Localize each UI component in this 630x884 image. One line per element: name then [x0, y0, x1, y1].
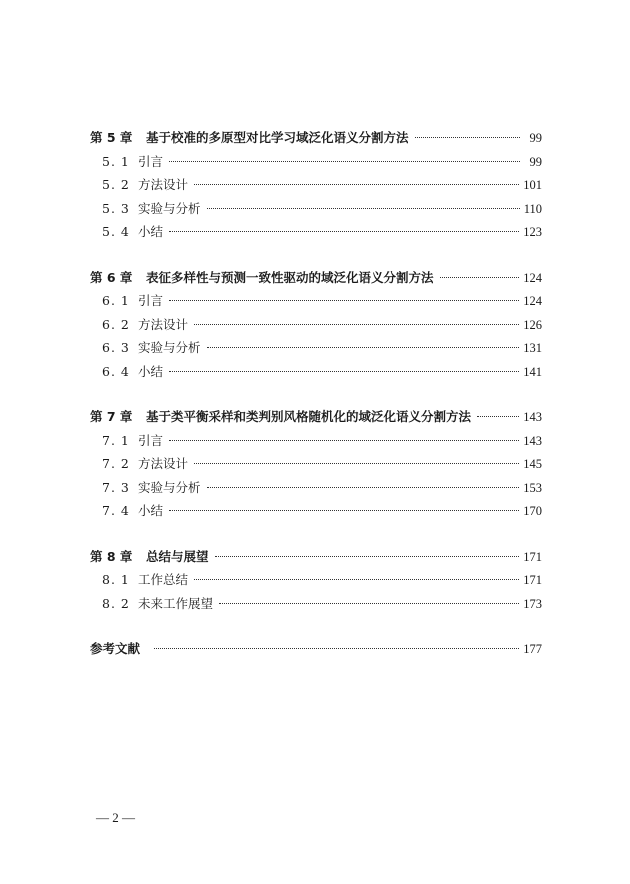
page-number: 123 [523, 225, 542, 239]
spacer [90, 244, 542, 266]
section-number: 7. 1 [102, 432, 130, 448]
chapter-title: 基于校准的多原型对比学习域泛化语义分割方法 [146, 130, 409, 145]
section-number: 8. 1 [102, 572, 130, 587]
section-title: 方法设计 [138, 316, 189, 332]
toc-section[interactable] [90, 150, 542, 174]
toc-section[interactable] [90, 568, 542, 592]
spacer [90, 615, 542, 637]
section-title: 小结 [138, 363, 164, 379]
chapter-number: 第 7 章 [90, 409, 133, 424]
section-number: 8. 2 [102, 595, 130, 611]
toc-section[interactable] [90, 429, 542, 453]
dot-leader [169, 439, 519, 441]
dot-leader [194, 462, 519, 464]
toc-references[interactable] [90, 637, 542, 661]
toc-chapter-8 [90, 545, 542, 616]
chapter-number: 第 5 章 [90, 130, 133, 145]
page-number: 124 [523, 270, 542, 285]
section-number: 6. 4 [102, 363, 130, 379]
section-title: 小结 [138, 503, 164, 518]
toc-chapter-heading[interactable] [90, 126, 542, 150]
page-number: 99 [529, 154, 542, 169]
dot-leader [207, 346, 520, 348]
section-number: 5. 2 [102, 177, 130, 192]
page-number: 99 [529, 131, 542, 145]
toc-section[interactable] [90, 197, 542, 221]
toc-section[interactable] [90, 336, 542, 360]
chapter-number: 第 6 章 [90, 269, 133, 285]
toc-section[interactable] [90, 360, 542, 384]
dot-leader [194, 323, 519, 325]
dot-leader [169, 230, 519, 232]
chapter-title: 表征多样性与预测一致性驱动的域泛化语义分割方法 [146, 269, 434, 285]
page-number: 145 [523, 457, 542, 471]
page-number: 153 [523, 480, 542, 495]
toc-chapter-7 [90, 405, 542, 523]
section-number: 5. 3 [102, 200, 130, 216]
toc-chapter-6 [90, 266, 542, 384]
section-title: 实验与分析 [138, 340, 201, 355]
toc-section[interactable] [90, 499, 542, 523]
dot-leader [169, 509, 519, 511]
page-number: 126 [523, 317, 542, 332]
section-title: 未来工作展望 [138, 595, 214, 611]
section-number: 6. 1 [102, 293, 130, 308]
dot-leader [207, 486, 520, 488]
section-number: 7. 4 [102, 503, 130, 518]
section-title: 方法设计 [138, 456, 189, 471]
section-number: 6. 2 [102, 316, 130, 332]
dot-leader [219, 602, 519, 604]
dot-leader [440, 276, 520, 278]
dot-leader [194, 578, 519, 580]
chapter-title: 基于类平衡采样和类判别风格随机化的域泛化语义分割方法 [146, 409, 472, 424]
page-number: 131 [523, 341, 542, 355]
toc-chapter-heading[interactable] [90, 405, 542, 429]
toc-chapter-5 [90, 126, 542, 244]
page-number: 171 [523, 573, 542, 587]
section-title: 引言 [138, 432, 164, 448]
page-number: 124 [523, 294, 542, 308]
section-number: 7. 2 [102, 456, 130, 471]
spacer [90, 523, 542, 545]
section-number: 5. 1 [102, 153, 130, 169]
page-number: 110 [523, 201, 542, 216]
section-number: 6. 3 [102, 340, 130, 355]
page-number: 171 [523, 549, 542, 564]
toc-section[interactable] [90, 173, 542, 197]
page-number: 170 [523, 504, 542, 518]
page-number: 141 [523, 364, 542, 379]
section-number: 7. 3 [102, 479, 130, 495]
table-of-contents [90, 126, 542, 661]
toc-section[interactable] [90, 452, 542, 476]
chapter-number: 第 8 章 [90, 548, 133, 564]
toc-section[interactable] [90, 220, 542, 244]
dot-leader [169, 160, 520, 162]
page-footer-number: — 2 — [96, 810, 135, 825]
section-title: 实验与分析 [138, 479, 201, 495]
section-title: 引言 [138, 153, 164, 169]
page-number: 101 [523, 178, 542, 192]
dot-leader [477, 415, 519, 417]
page-number: 173 [523, 596, 542, 611]
dot-leader [194, 183, 519, 185]
section-title: 实验与分析 [138, 200, 201, 216]
toc-section[interactable] [90, 592, 542, 616]
dot-leader [169, 370, 519, 372]
toc-section[interactable] [90, 313, 542, 337]
dot-leader [154, 647, 519, 649]
page-number: 143 [523, 410, 542, 424]
section-title: 方法设计 [138, 177, 189, 192]
toc-chapter-heading[interactable] [90, 545, 542, 569]
section-title: 工作总结 [138, 572, 189, 587]
dot-leader [415, 136, 520, 138]
references-title: 参考文献 [90, 641, 141, 656]
toc-section[interactable] [90, 289, 542, 313]
dot-leader [215, 555, 520, 557]
dot-leader [169, 299, 519, 301]
spacer [90, 383, 542, 405]
section-title: 小结 [138, 224, 164, 239]
toc-section[interactable] [90, 476, 542, 500]
page-number: 177 [523, 642, 542, 656]
dot-leader [207, 207, 520, 209]
section-title: 引言 [138, 293, 164, 308]
section-number: 5. 4 [102, 224, 130, 239]
toc-chapter-heading[interactable] [90, 266, 542, 290]
chapter-title: 总结与展望 [146, 548, 209, 564]
page-number: 143 [523, 433, 542, 448]
